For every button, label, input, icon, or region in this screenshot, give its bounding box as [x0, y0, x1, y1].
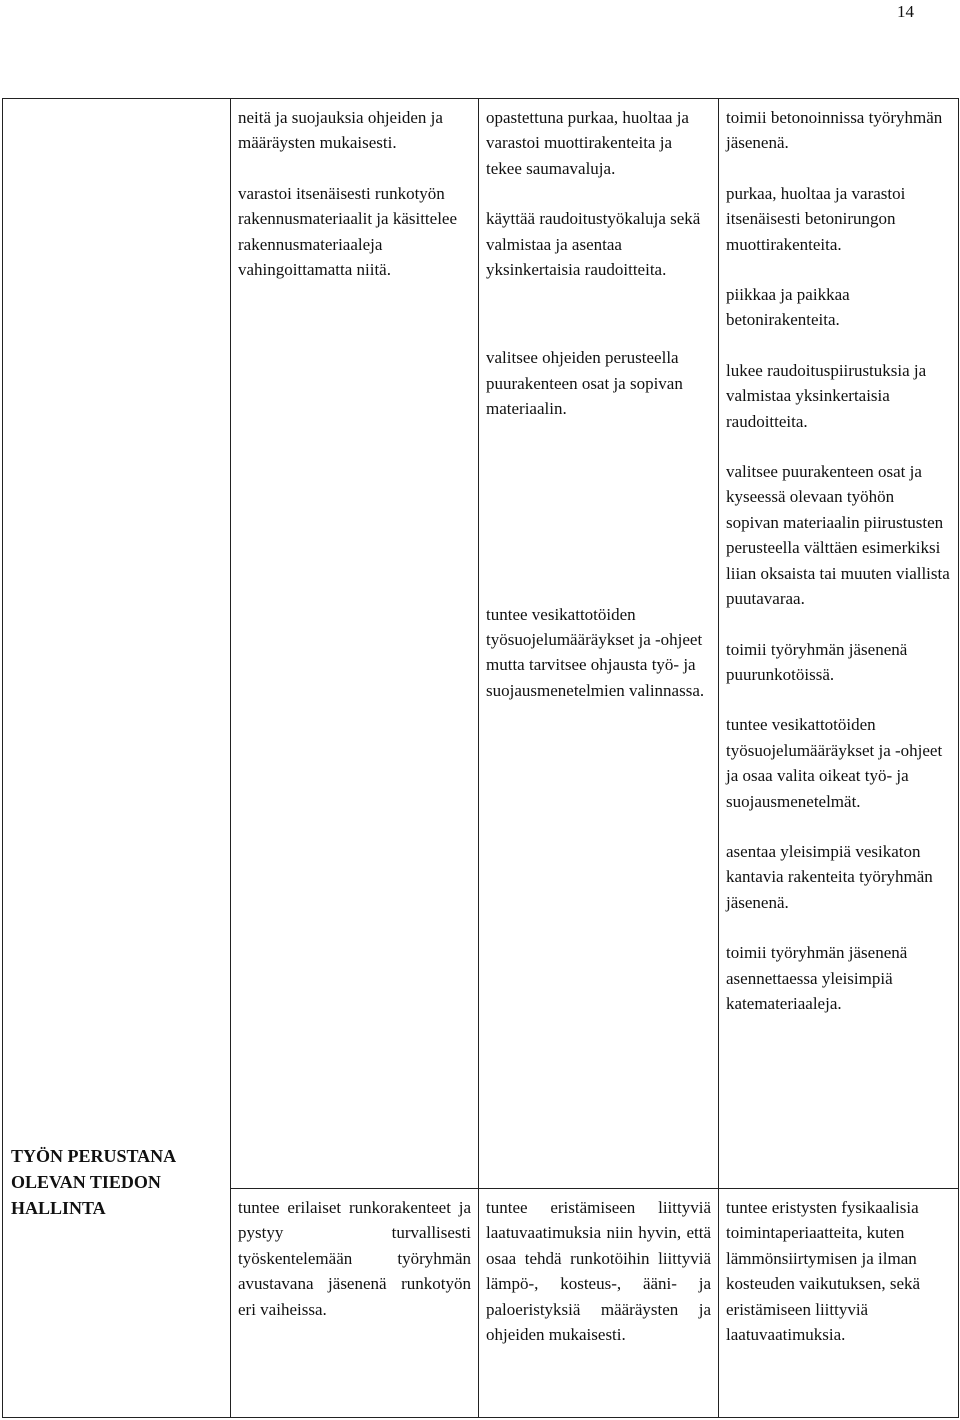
criterion-text: lukee raudoituspiirustuksia ja valmistaa yksinkertaisia raudoitteita.: [726, 360, 927, 431]
page-number: 14: [897, 2, 914, 21]
table-row: [3, 1189, 959, 1418]
criterion-text: tuntee eristämiseen liittyviä laatuvaatimuksia niin hyvin, että osaa tehdä runkotöihin liittyviä lämpö-, kosteus-, ääni- ja paloeristyksiä määräysten ja ohjeiden mukaisesti.: [486, 1198, 711, 1345]
table-cell: [479, 1189, 719, 1418]
criterion-text: käyttää raudoitustyökaluja sekä valmistaa ja asentaa yksinkertaisia raudoitteita.: [486, 209, 701, 280]
table-cell: [479, 99, 719, 1189]
criterion-text: tuntee eristysten fysikaalisia toimintaperiaatteita, kuten lämmönsiirtymisen ja ilman kosteuden vaikutuksen, sekä eristämiseen liittyviä laatuvaatimuksia.: [726, 1198, 921, 1345]
row-heading: TYÖN PERUSTANA OLEVAN TIEDON HALLINTA: [11, 1145, 176, 1218]
criterion-text: opastettuna purkaa, huoltaa ja varastoi muottirakenteita ja tekee saumavaluja.: [486, 108, 689, 178]
table-cell: [231, 99, 479, 1189]
criterion-text: valitsee puurakenteen osat ja kyseessä olevaan työhön sopivan materiaalin piirustusten perusteella välttäen esimerkiksi liian oksaista tai muuten viallista puutavaraa.: [726, 462, 950, 609]
criterion-text: toimii työryhmän jäsenenä asennettaessa yleisimpiä katemateriaaleja.: [726, 943, 908, 1013]
table-cell: [719, 1189, 959, 1418]
criterion-text: purkaa, huoltaa ja varastoi itsenäisesti betonirungon muottirakenteita.: [726, 183, 906, 254]
criterion-text: neitä ja suojauksia ohjeiden ja määräysten mukaisesti.: [238, 108, 443, 153]
criterion-text: tuntee vesikattotöiden työsuojelumääräykset ja -ohjeet ja osaa valita oikeat työ- ja suojausmenetelmät.: [726, 715, 943, 811]
criterion-text: asentaa yleisimpiä vesikaton kantavia rakenteita työryhmän jäsenenä.: [726, 841, 933, 912]
criterion-text: tuntee vesikattotöiden työsuojelumääräykset ja -ohjeet mutta tarvitsee ohjausta työ- ja suojausmenetelmien valinnassa.: [486, 604, 705, 700]
criterion-text: varastoi itsenäisesti runkotyön rakennusmateriaalit ja käsittelee rakennusmateriaaleja vahingoittamatta niitä.: [238, 183, 458, 280]
row-heading-cell: [3, 99, 231, 1189]
criterion-text: tuntee erilaiset runkorakenteet ja pystyy turvallisesti työskentelemään työryhmän avustavana jäsenenä runkotyön eri vaiheissa.: [238, 1198, 471, 1319]
table-row: [3, 99, 959, 1189]
criterion-text: piikkaa ja paikkaa betonirakenteita.: [726, 285, 850, 330]
table-cell: [231, 1189, 479, 1418]
criterion-text: toimii betonoinnissa työryhmän jäsenenä.: [726, 108, 943, 153]
table-cell: [719, 99, 959, 1189]
criterion-text: valitsee ohjeiden perusteella puurakenteen osat ja sopivan materiaalin.: [486, 348, 683, 419]
skills-table: [2, 98, 959, 1418]
criterion-text: toimii työryhmän jäsenenä puurunkotöissä.: [726, 639, 908, 684]
row-heading-cell: [3, 1145, 231, 1418]
